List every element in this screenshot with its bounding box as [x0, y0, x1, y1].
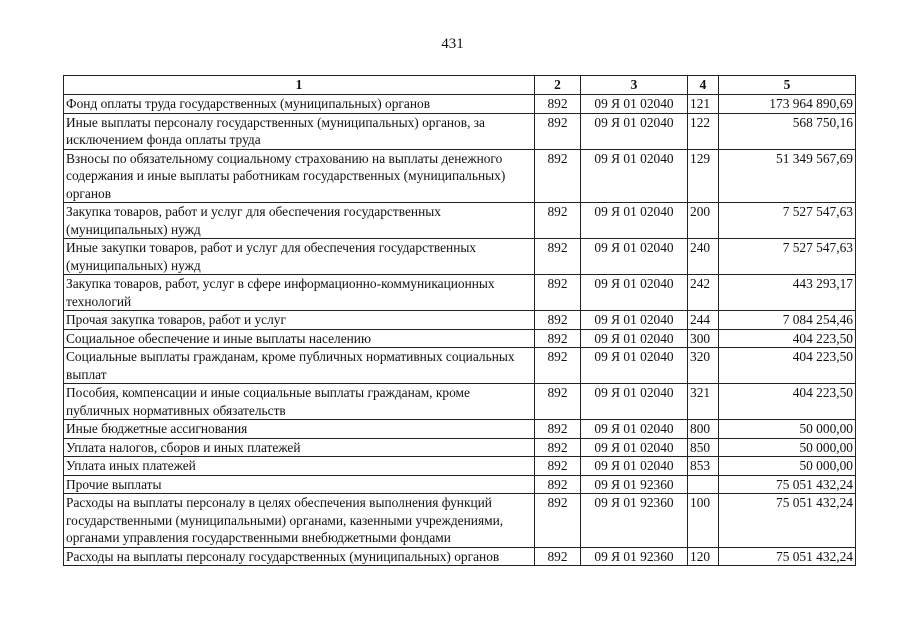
row-code2-cell: 09 Я 01 02040: [581, 149, 688, 203]
row-code1-cell: 892: [535, 475, 581, 494]
table-row: [64, 95, 856, 114]
row-code2-cell: 09 Я 01 02040: [581, 275, 688, 311]
row-code1-cell: 892: [535, 275, 581, 311]
row-name-cell: Фонд оплаты труда государственных (муниципальных) органов: [64, 95, 535, 114]
row-name-cell: Пособия, компенсации и иные социальные выплаты гражданам, кроме публичных нормативных обязательств: [64, 384, 535, 420]
row-code2-cell: 09 Я 01 92360: [581, 494, 688, 548]
row-name-cell: Иные закупки товаров, работ и услуг для обеспечения государственных (муниципальных) нужд: [64, 239, 535, 275]
row-code2-cell: 09 Я 01 02040: [581, 329, 688, 348]
row-name-cell: Иные выплаты персоналу государственных (муниципальных) органов, за исключением фонда оплаты труда: [64, 113, 535, 149]
row-code3-cell: 850: [688, 438, 719, 457]
row-code1-cell: 892: [535, 149, 581, 203]
row-code3-cell: 800: [688, 420, 719, 439]
row-code3-cell: 121: [688, 95, 719, 114]
budget-table: [63, 75, 856, 566]
row-sum-cell: 568 750,16: [719, 113, 856, 149]
row-code2-cell: 09 Я 01 02040: [581, 384, 688, 420]
row-code1-cell: 892: [535, 438, 581, 457]
row-code3-cell: [688, 475, 719, 494]
table-row: [64, 348, 856, 384]
row-code2-cell: 09 Я 01 02040: [581, 311, 688, 330]
row-sum-cell: 404 223,50: [719, 348, 856, 384]
row-sum-cell: 50 000,00: [719, 438, 856, 457]
row-code3-cell: 244: [688, 311, 719, 330]
row-sum-cell: 75 051 432,24: [719, 547, 856, 566]
row-code2-cell: 09 Я 01 02040: [581, 95, 688, 114]
row-name-cell: Социальные выплаты гражданам, кроме публичных нормативных социальных выплат: [64, 348, 535, 384]
row-code3-cell: 200: [688, 203, 719, 239]
header-row: [64, 76, 856, 95]
row-sum-cell: 50 000,00: [719, 457, 856, 476]
row-sum-cell: 75 051 432,24: [719, 475, 856, 494]
row-name-cell: Уплата иных платежей: [64, 457, 535, 476]
row-code2-cell: 09 Я 01 92360: [581, 475, 688, 494]
row-code3-cell: 120: [688, 547, 719, 566]
table-row: [64, 475, 856, 494]
row-code1-cell: 892: [535, 384, 581, 420]
row-code1-cell: 892: [535, 329, 581, 348]
row-code3-cell: 129: [688, 149, 719, 203]
row-name-cell: Закупка товаров, работ и услуг для обеспечения государственных (муниципальных) нужд: [64, 203, 535, 239]
column-header-1: 1: [64, 76, 535, 95]
row-code3-cell: 240: [688, 239, 719, 275]
table-row: [64, 239, 856, 275]
row-sum-cell: 7 527 547,63: [719, 239, 856, 275]
column-header-2: 2: [535, 76, 581, 95]
table-row: [64, 438, 856, 457]
column-header-3: 3: [581, 76, 688, 95]
row-name-cell: Прочие выплаты: [64, 475, 535, 494]
row-name-cell: Прочая закупка товаров, работ и услуг: [64, 311, 535, 330]
row-sum-cell: 173 964 890,69: [719, 95, 856, 114]
row-code3-cell: 100: [688, 494, 719, 548]
row-name-cell: Социальное обеспечение и иные выплаты населению: [64, 329, 535, 348]
row-code3-cell: 320: [688, 348, 719, 384]
table-row: [64, 203, 856, 239]
row-sum-cell: 7 084 254,46: [719, 311, 856, 330]
row-code3-cell: 853: [688, 457, 719, 476]
table-row: [64, 311, 856, 330]
row-code1-cell: 892: [535, 311, 581, 330]
row-name-cell: Расходы на выплаты персоналу в целях обеспечения выполнения функций государственными (муниципальными) органами, казенными учреждениями, органами управления государственными внебюджетными фондами: [64, 494, 535, 548]
table-row: [64, 547, 856, 566]
row-sum-cell: 51 349 567,69: [719, 149, 856, 203]
row-sum-cell: 50 000,00: [719, 420, 856, 439]
row-name-cell: Закупка товаров, работ, услуг в сфере информационно-коммуникационных технологий: [64, 275, 535, 311]
row-code2-cell: 09 Я 01 02040: [581, 113, 688, 149]
row-name-cell: Уплата налогов, сборов и иных платежей: [64, 438, 535, 457]
table-row: [64, 384, 856, 420]
table-row: [64, 420, 856, 439]
row-code2-cell: 09 Я 01 02040: [581, 438, 688, 457]
row-code2-cell: 09 Я 01 02040: [581, 203, 688, 239]
row-sum-cell: 404 223,50: [719, 329, 856, 348]
table-row: [64, 113, 856, 149]
row-code1-cell: 892: [535, 113, 581, 149]
row-code2-cell: 09 Я 01 92360: [581, 547, 688, 566]
row-code1-cell: 892: [535, 348, 581, 384]
row-code1-cell: 892: [535, 95, 581, 114]
row-code2-cell: 09 Я 01 02040: [581, 348, 688, 384]
row-code3-cell: 321: [688, 384, 719, 420]
row-name-cell: Взносы по обязательному социальному страхованию на выплаты денежного содержания и иные выплаты работникам государственных (муниципальных) органов: [64, 149, 535, 203]
row-code3-cell: 242: [688, 275, 719, 311]
column-header-4: 4: [688, 76, 719, 95]
table-row: [64, 329, 856, 348]
row-name-cell: Иные бюджетные ассигнования: [64, 420, 535, 439]
row-code1-cell: 892: [535, 239, 581, 275]
row-code3-cell: 300: [688, 329, 719, 348]
row-code2-cell: 09 Я 01 02040: [581, 420, 688, 439]
row-sum-cell: 7 527 547,63: [719, 203, 856, 239]
row-sum-cell: 75 051 432,24: [719, 494, 856, 548]
row-code1-cell: 892: [535, 457, 581, 476]
row-code2-cell: 09 Я 01 02040: [581, 457, 688, 476]
row-code1-cell: 892: [535, 547, 581, 566]
table-row: [64, 275, 856, 311]
table-row: [64, 457, 856, 476]
row-code2-cell: 09 Я 01 02040: [581, 239, 688, 275]
table-body: [64, 95, 856, 566]
table-row: [64, 149, 856, 203]
row-code1-cell: 892: [535, 420, 581, 439]
row-sum-cell: 443 293,17: [719, 275, 856, 311]
row-sum-cell: 404 223,50: [719, 384, 856, 420]
table-row: [64, 494, 856, 548]
page-number: 431: [441, 36, 464, 52]
row-code3-cell: 122: [688, 113, 719, 149]
row-name-cell: Расходы на выплаты персоналу государственных (муниципальных) органов: [64, 547, 535, 566]
column-header-5: 5: [719, 76, 856, 95]
row-code1-cell: 892: [535, 203, 581, 239]
row-code1-cell: 892: [535, 494, 581, 548]
